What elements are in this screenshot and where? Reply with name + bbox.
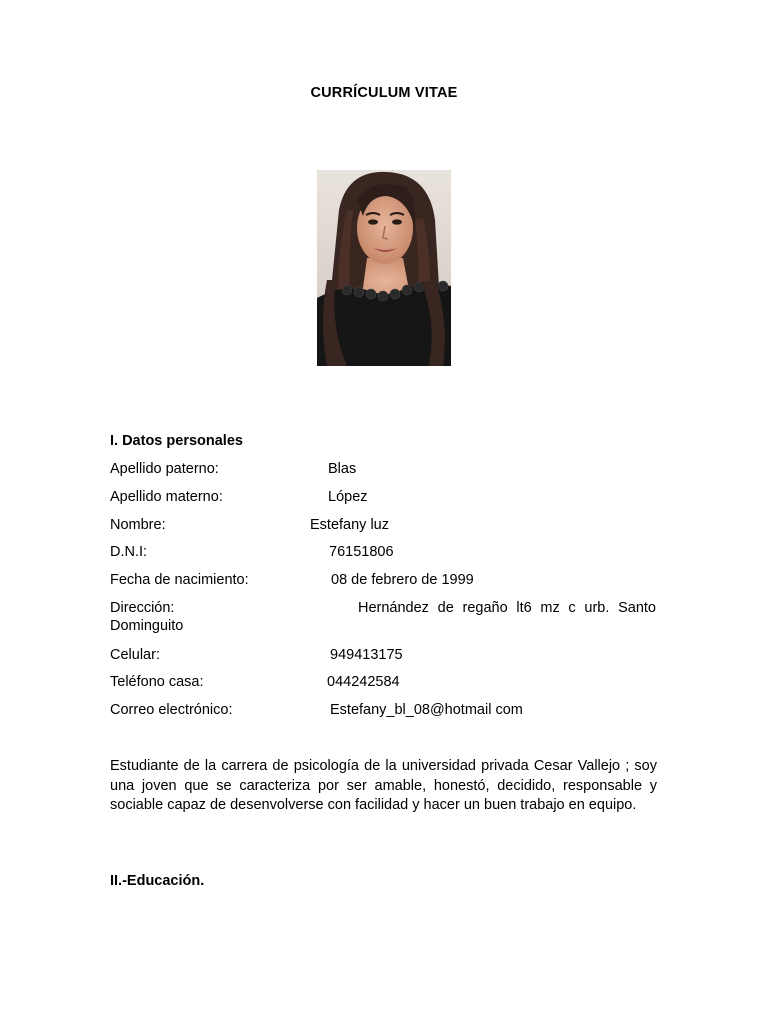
field-label: Teléfono casa: bbox=[110, 674, 204, 690]
field-label: Nombre: bbox=[110, 517, 166, 533]
field-value: Estefany luz bbox=[310, 517, 389, 533]
document-title: CURRÍCULUM VITAE bbox=[310, 85, 458, 101]
field-value: Blas bbox=[328, 461, 357, 477]
field-direccion-value-continued: Dominguito bbox=[110, 618, 184, 634]
field-label: Apellido materno: bbox=[110, 489, 223, 505]
field-label: Fecha de nacimiento: bbox=[110, 572, 249, 588]
section-datos-personales-heading: I. Datos personales bbox=[110, 433, 243, 449]
field-label: Dirección: bbox=[110, 600, 175, 616]
field-value: Estefany_bl_08@hotmail com bbox=[330, 702, 523, 718]
field-label: Celular: bbox=[110, 647, 160, 663]
field-label: D.N.I: bbox=[110, 544, 148, 560]
field-value: 949413175 bbox=[330, 647, 403, 663]
profile-photo bbox=[317, 170, 451, 366]
field-value: 76151806 bbox=[329, 544, 394, 560]
field-label: Correo electrónico: bbox=[110, 702, 233, 718]
field-direccion-value: Hernández de regaño lt6 mz c urb. Santo bbox=[358, 600, 656, 616]
field-value: López bbox=[328, 489, 368, 505]
field-label: Apellido paterno: bbox=[110, 461, 219, 477]
profile-paragraph: Estudiante de la carrera de psicología de la universidad privada Cesar Vallejo ; soy una joven que se caracteriza por ser amable, honestó, decidido, responsable y sociable capaz de desenvolverse con facilidad y hacer un buen trabajo en equipo. bbox=[110, 758, 657, 813]
field-value: 08 de febrero de 1999 bbox=[331, 572, 474, 588]
field-value: 044242584 bbox=[327, 674, 400, 690]
section-educacion-heading: II.-Educación. bbox=[110, 873, 205, 889]
